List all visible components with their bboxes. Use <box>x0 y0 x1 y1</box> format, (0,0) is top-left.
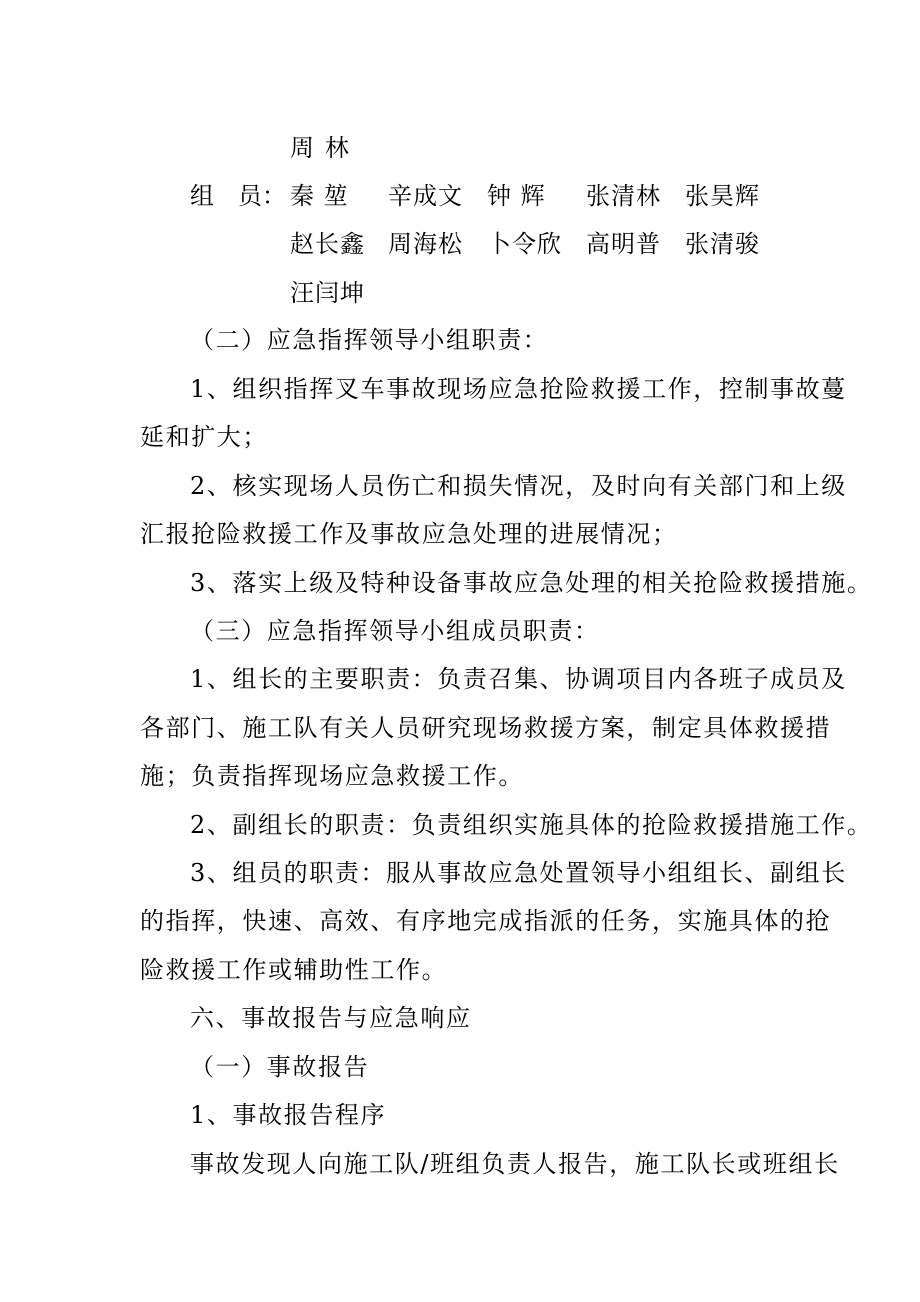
member-name: 周海松 <box>388 230 463 258</box>
section-heading: （三）应急指挥领导小组成员职责： <box>190 617 600 645</box>
paragraph-line: 3、落实上级及特种设备事故应急处理的相关抢险救援措施。 <box>190 569 873 597</box>
paragraph-line: 1、组织指挥叉车事故现场应急抢险救援工作，控制事故蔓 <box>190 375 847 403</box>
paragraph-line: 延和扩大； <box>140 423 268 451</box>
member-name: 汪闫坤 <box>290 279 365 307</box>
member-name: 张清骏 <box>685 230 760 258</box>
paragraph-line: 险救援工作或辅助性工作。 <box>140 956 448 984</box>
leader-name-continued: 周 林 <box>290 134 351 162</box>
chapter-heading: 六、事故报告与应急响应 <box>190 1004 472 1032</box>
paragraph-line: 1、事故报告程序 <box>190 1101 387 1129</box>
member-name: 辛成文 <box>388 182 463 210</box>
member-name: 张昊辉 <box>685 182 760 210</box>
paragraph-line: 施；负责指挥现场应急救援工作。 <box>140 762 524 790</box>
paragraph-line: 汇报抢险救援工作及事故应急处理的进展情况； <box>140 520 678 548</box>
section-heading: （一）事故报告 <box>190 1053 370 1081</box>
paragraph-line: 2、核实现场人员伤亡和损失情况，及时向有关部门和上级 <box>190 472 847 500</box>
paragraph-line: 2、副组长的职责：负责组织实施具体的抢险救援措施工作。 <box>190 811 873 839</box>
paragraph-line: 的指挥，快速、高效、有序地完成指派的任务，实施具体的抢 <box>140 907 832 935</box>
paragraph-line: 各部门、施工队有关人员研究现场救援方案，制定具体救援措 <box>140 714 832 742</box>
paragraph-line: 3、组员的职责：服从事故应急处置领导小组组长、副组长 <box>190 859 847 887</box>
members-label: 组 员： <box>190 182 286 210</box>
paragraph-line: 1、组长的主要职责：负责召集、协调项目内各班子成员及 <box>190 665 847 693</box>
paragraph-line: 事故发现人向施工队/班组负责人报告，施工队长或班组长 <box>190 1150 840 1178</box>
section-heading: （二）应急指挥领导小组职责： <box>190 326 549 354</box>
member-name: 钟 辉 <box>487 182 546 210</box>
member-name: 张清林 <box>586 182 661 210</box>
member-name: 赵长鑫 <box>290 230 365 258</box>
member-name: 秦 堃 <box>290 182 349 210</box>
member-name: 高明普 <box>586 230 661 258</box>
member-name: 卜令欣 <box>487 230 562 258</box>
